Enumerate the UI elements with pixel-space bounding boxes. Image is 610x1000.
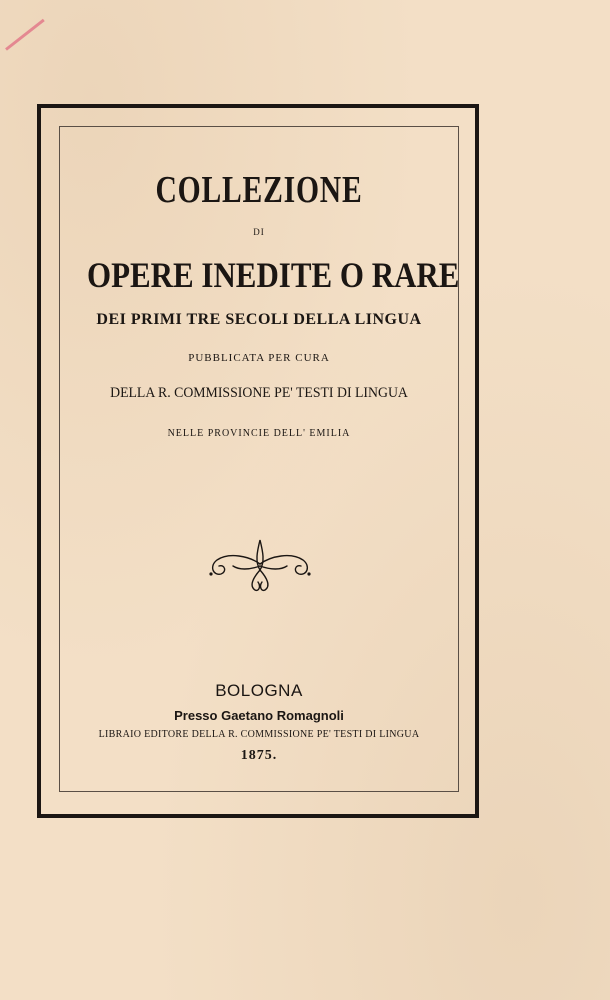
printer-name: Presso Gaetano Romagnoli <box>174 708 344 723</box>
printer-role: LIBRAIO EDITORE DELLA R. COMMISSIONE PE' TESTI DI LINGUA <box>98 729 420 740</box>
commission-line: DELLA R. COMMISSIONE PE' TESTI DI LINGUA <box>110 385 408 401</box>
subtitle: OPERE INEDITE O RARE <box>87 255 460 295</box>
fleuron-ornament-icon <box>205 534 315 594</box>
publication-city: BOLOGNA <box>215 681 303 700</box>
publication-year: 1875. <box>240 748 278 763</box>
title-connector: DI <box>253 227 265 237</box>
main-title: COLLEZIONE <box>155 169 363 211</box>
centuries-line: DEI PRIMI TRE SECOLI DELLA LINGUA <box>96 311 422 328</box>
provinces-line: NELLE PROVINCIE DELL' EMILIA <box>167 428 351 439</box>
margin-mark <box>5 19 45 51</box>
published-by-line: PUBBLICATA PER CURA <box>188 352 330 364</box>
